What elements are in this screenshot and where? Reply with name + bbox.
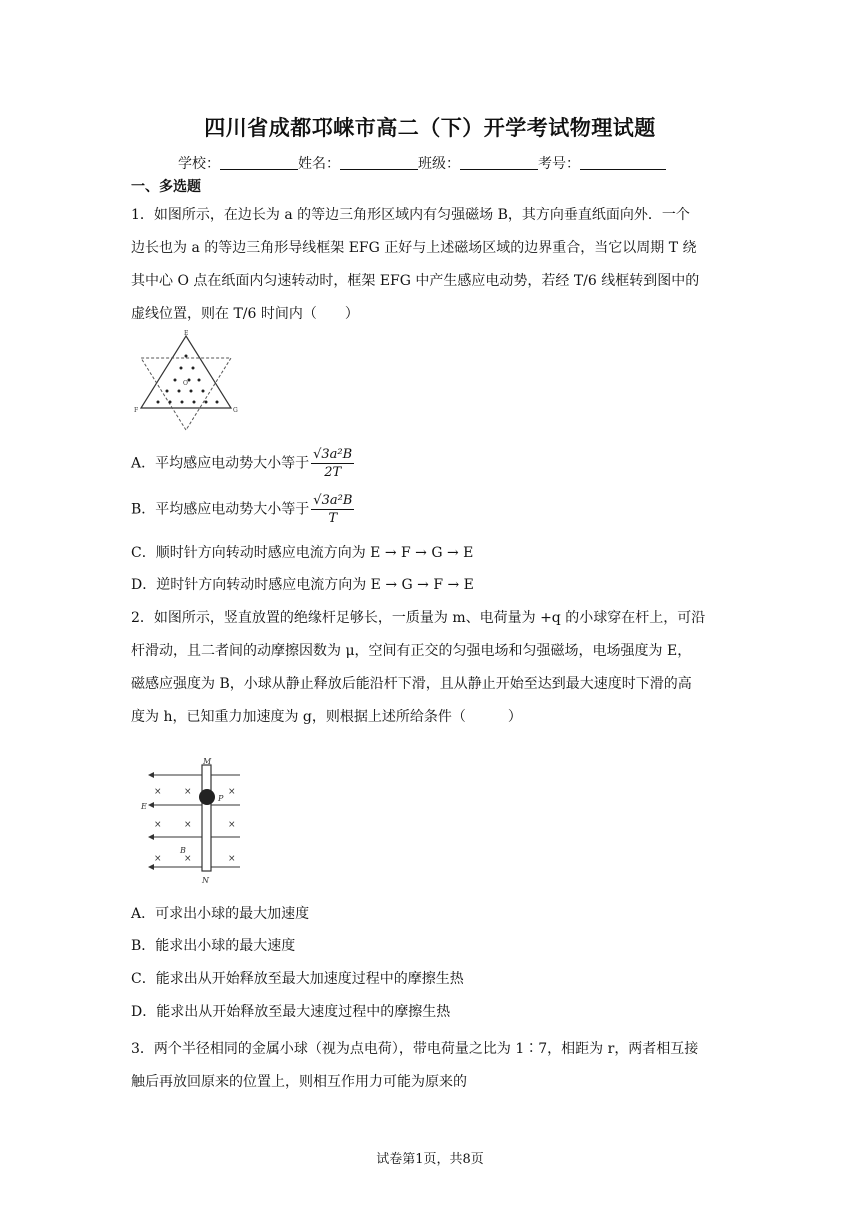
q2-line-3: 磁感应强度为 B，小球从静止释放后能沿杆下滑，且从静止开始至达到最大速度时下滑的高 (131, 676, 692, 692)
q2-rod-field-figure (138, 755, 246, 887)
svg-text:×: × (154, 787, 162, 797)
q3-line-2: 触后再放回原来的位置上，则相互作用力可能为原来的 (131, 1074, 467, 1090)
q2-line-1: 2．如图所示，竖直放置的绝缘杆足够长，一质量为 m、电荷量为 +q 的小球穿在杆上，可沿 (131, 610, 706, 626)
solid-triangle (141, 336, 231, 408)
q1-option-a[interactable]: A．平均感应电动势大小等于 $\frac{\text{√3a²B}}{2T}$ (131, 447, 353, 480)
label-g: G (233, 407, 238, 414)
insulating-rod (202, 765, 211, 871)
page-footer: 试卷第1页，共8页 (376, 1152, 484, 1167)
q1-line-3: 其中心 O 点在纸面内匀速转动时，框架 EFG 中产生感应电动势，若经 T/6 线框转到图中的 (131, 273, 700, 289)
school-label: 学校： (178, 156, 220, 172)
name-label: 姓名： (298, 156, 340, 172)
q2-option-d[interactable]: D．能求出从开始释放至最大速度过程中的摩擦生热 (131, 1004, 451, 1020)
q1-line-2: 边长也为 a 的等边三角形导线框架 EFG 正好与上述磁场区域的边界重合，当它以周期 T 绕 (131, 240, 697, 256)
svg-text:×: × (154, 854, 162, 864)
q1-triangle-figure (131, 328, 243, 432)
svg-text:×: × (154, 820, 162, 830)
label-m: M (203, 757, 212, 766)
label-e-field: E (141, 802, 147, 811)
q1-option-d[interactable]: D．逆时针方向转动时感应电流方向为 E → G → F → E (131, 577, 474, 593)
field-lines (150, 775, 240, 867)
q1-line-4: 虚线位置，则在 T/6 时间内（ ） (131, 306, 359, 322)
page-title: 四川省成都邛崃市高二（下）开学考试物理试题 (204, 116, 656, 140)
label-o: O (183, 380, 188, 387)
q2-line-4: 度为 h，已知重力加速度为 g，则根据上述所给条件（ ） (131, 709, 522, 725)
svg-text:×: × (228, 820, 236, 830)
svg-text:×: × (228, 787, 236, 797)
number-blank (580, 155, 666, 170)
student-info-row (178, 153, 666, 173)
option-b-fraction: $\frac{\text{√3a²B}}{T}$ (313, 493, 353, 526)
q1-line-1: 1．如图所示，在边长为 a 的等边三角形区域内有匀强磁场 B，其方向垂直纸面向外．一个 (131, 207, 690, 223)
label-p: P (218, 794, 224, 803)
q1-option-c[interactable]: C．顺时针方向转动时感应电流方向为 E → F → G → E (131, 545, 474, 561)
option-a-fraction: $\frac{\text{√3a²B}}{2T}$ (313, 447, 353, 480)
label-n: N (202, 876, 209, 885)
q2-option-c[interactable]: C．能求出从开始释放至最大加速度过程中的摩擦生热 (131, 971, 464, 987)
label-b: B (180, 846, 186, 855)
school-blank (220, 155, 298, 170)
label-e: E (184, 330, 189, 337)
label-f: F (134, 407, 139, 414)
svg-text:×: × (184, 854, 192, 864)
q2-option-a[interactable]: A．可求出小球的最大加速度 (131, 906, 310, 922)
svg-text:×: × (184, 820, 192, 830)
svg-text:×: × (184, 787, 192, 797)
field-dots (157, 355, 219, 404)
dashed-triangle (141, 358, 231, 430)
charged-ball (199, 789, 215, 805)
name-blank (340, 155, 418, 170)
number-label: 考号： (538, 156, 580, 172)
q1-option-b[interactable]: B．平均感应电动势大小等于 $\frac{\text{√3a²B}}{T}$ (131, 493, 353, 526)
q2-line-2: 杆滑动，且二者间的动摩擦因数为 μ，空间有正交的匀强电场和匀强磁场，电场强度为 E， (131, 643, 692, 659)
q2-option-b[interactable]: B．能求出小球的最大速度 (131, 938, 296, 954)
section-heading: 一、多选题 (131, 179, 201, 195)
q3-line-1: 3．两个半径相同的金属小球（视为点电荷），带电荷量之比为 1∶7，相距为 r，两者相互接 (131, 1041, 699, 1057)
class-blank (460, 155, 538, 170)
svg-text:×: × (228, 854, 236, 864)
class-label: 班级： (418, 156, 460, 172)
